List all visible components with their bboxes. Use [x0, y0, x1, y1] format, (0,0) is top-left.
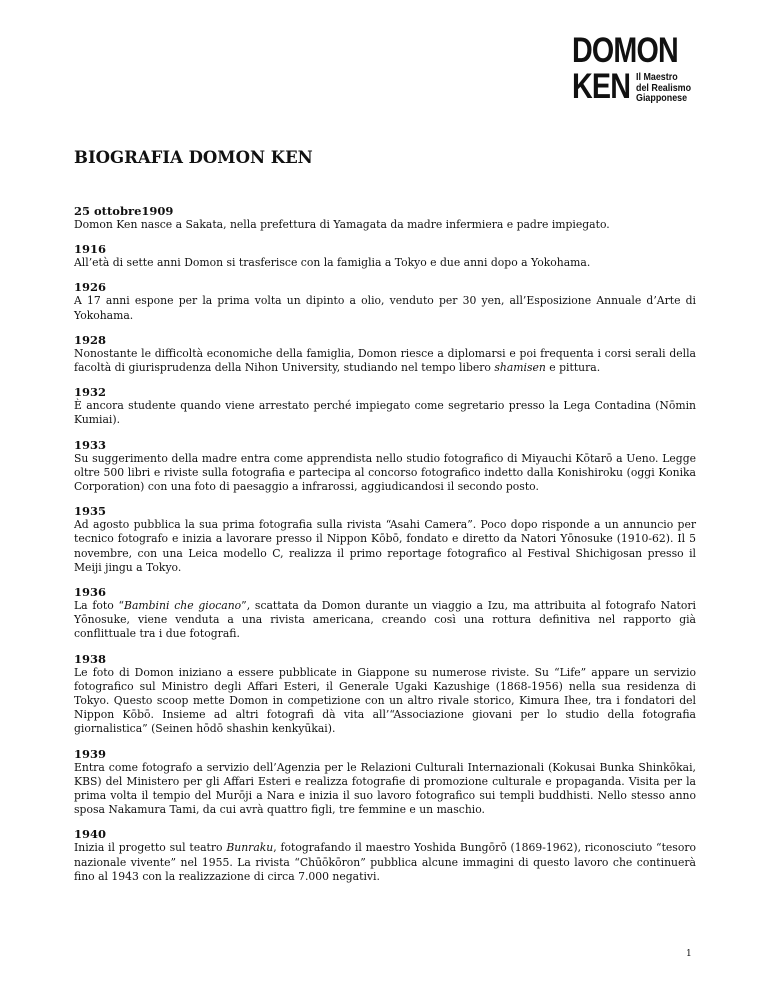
- logo-tagline-line: del Realismo: [636, 81, 692, 94]
- entry-text: [74, 599, 696, 642]
- entry-date: 1938: [74, 651, 107, 666]
- entry-text: [74, 347, 696, 375]
- entry-text-part: Nonostante le difficoltà economiche della famiglia, Domon riesce a diplomarsi e poi frequenta i corsi serali della facoltà di giurisprudenza della Nihon University, studiando nel tempo libero: [74, 346, 696, 375]
- entry-1933: [74, 438, 696, 495]
- entry-text-emphasis: Bambini che giocano: [124, 599, 242, 613]
- entry-1932: [74, 385, 696, 427]
- entry-date: 1916: [74, 242, 107, 257]
- biography-entries: [74, 204, 696, 894]
- entry-text: All’età di sette anni Domon si trasferisce con la famiglia a Tokyo e due anni dopo a Yokohama.: [74, 256, 591, 270]
- entry-1909: [74, 204, 696, 232]
- entry-text: A 17 anni espone per la prima volta un dipinto a olio, venduto per 30 yen, all’Esposizione Annuale d’Arte di Yokohama.: [74, 294, 696, 322]
- entry-text: Ad agosto pubblica la sua prima fotografia sulla rivista “Asahi Camera”. Poco dopo risponde a un annuncio per tecnico fotografo e inizia a lavorare presso il Nippon Kōbō, fondato e diretto da Natori Yōnosuke (1910-62). Il 5 novembre, con una Leica modello C, realizza il primo reportage fotografico al Festival Shichigosan presso il Meiji jingu a Tokyo.: [74, 518, 696, 574]
- entry-text: Le foto di Domon iniziano a essere pubblicate in Giappone su numerose riviste. Su “Life” appare un servizio fotografico sul Ministro degli Affari Esteri, il Generale Ugaki Kazushige (1868-1956) nella sua residenza di Tokyo. Questo scoop mette Domon in competizione con un altro rivale storico, Kimura Ihee, tra i fondatori del Nippon Kōbō. Insieme ad altri fotografi dà vita all’“Associazione giovani per lo studio della fotografia giornalistica” (Seinen hōdō shashin kenkyūkai).: [74, 665, 696, 736]
- entry-text-part: ”, scattata da Domon durante un viaggio a Izu, ma attribuita al fotografo Natori Yōnosuke, viene venduta a una rivista americana, creando così una rottura definitiva nel rapporto già conflittuale tra i due fotografi.: [74, 599, 697, 641]
- entry-1936: [74, 585, 696, 642]
- entry-date: 1936: [74, 585, 107, 600]
- logo-line-domon: DOMON: [572, 31, 678, 70]
- entry-date: 1933: [74, 437, 107, 452]
- entry-text: È ancora studente quando viene arrestato perché impiegato come segretario presso la Lega Contadina (Nōmin Kumiai).: [74, 399, 696, 427]
- entry-1928: [74, 333, 696, 375]
- entry-date: 1928: [74, 332, 107, 347]
- entry-date: 1926: [74, 280, 107, 295]
- entry-text-part: La foto “: [74, 599, 125, 613]
- logo-line-ken: KEN: [572, 67, 631, 106]
- entry-text: Domon Ken nasce a Sakata, nella prefettura di Yamagata da madre infermiera e padre impiegato.: [74, 218, 610, 231]
- domon-ken-logo: [572, 31, 692, 106]
- entry-1939: [74, 747, 696, 818]
- entry-text: [74, 841, 696, 884]
- entry-date: 25 ottobre1909: [74, 204, 174, 218]
- entry-text-part: Inizia il progetto sul teatro: [74, 841, 227, 855]
- logo-tagline-line: Il Maestro: [636, 71, 678, 83]
- entry-1940: [74, 827, 696, 884]
- page-title: BIOGRAFIA DOMON KEN: [74, 148, 313, 167]
- logo-tagline-line: Giapponese: [636, 92, 688, 104]
- entry-date: 1935: [74, 504, 107, 519]
- entry-1926: [74, 280, 696, 322]
- page-number: 1: [686, 949, 692, 959]
- entry-text-part: e pittura.: [545, 361, 601, 375]
- entry-1935: [74, 504, 696, 575]
- entry-text: Entra come fotografo a servizio dell’Agenzia per le Relazioni Culturali Internazionali (Kokusai Bunka Shinkōkai, KBS) del Ministero per gli Affari Esteri e realizza fotografie di promozione culturale e propaganda. Visita per la prima volta il tempio del Murōji a Nara e inizia il suo lavoro fotografico sui templi buddhisti. Nello stesso anno sposa Nakamura Tami, da cui avrà quattro figli, tre femmine e un maschio.: [74, 760, 696, 817]
- logo-tagline: [636, 72, 691, 104]
- entry-text: Su suggerimento della madre entra come apprendista nello studio fotografico di Miyauchi Kōtarō a Ueno. Legge oltre 500 libri e riviste sulla fotografia e partecipa al concorso fotografico indetto dalla Konishiroku (oggi Konika Corporation) con una foto di paesaggio a infrarossi, aggiudicandosi il secondo posto.: [74, 451, 696, 494]
- entry-date: 1940: [74, 827, 107, 842]
- entry-1938: [74, 652, 696, 737]
- entry-text-emphasis: Bunraku: [226, 841, 274, 855]
- entry-date: 1939: [74, 746, 107, 761]
- entry-date: 1932: [74, 385, 107, 400]
- entry-text-emphasis: shamisen: [494, 361, 546, 375]
- entry-1916: [74, 242, 696, 270]
- entry-text-part: , fotografando il maestro Yoshida Bungōrō (1869-1962), riconosciuto “tesoro nazionale vivente” nel 1955. La rivista “Chūōkōron” pubblica alcune immagini di questo lavoro che continuerà fino al 1943 con la realizzazione di circa 7.000 negativi.: [74, 841, 697, 883]
